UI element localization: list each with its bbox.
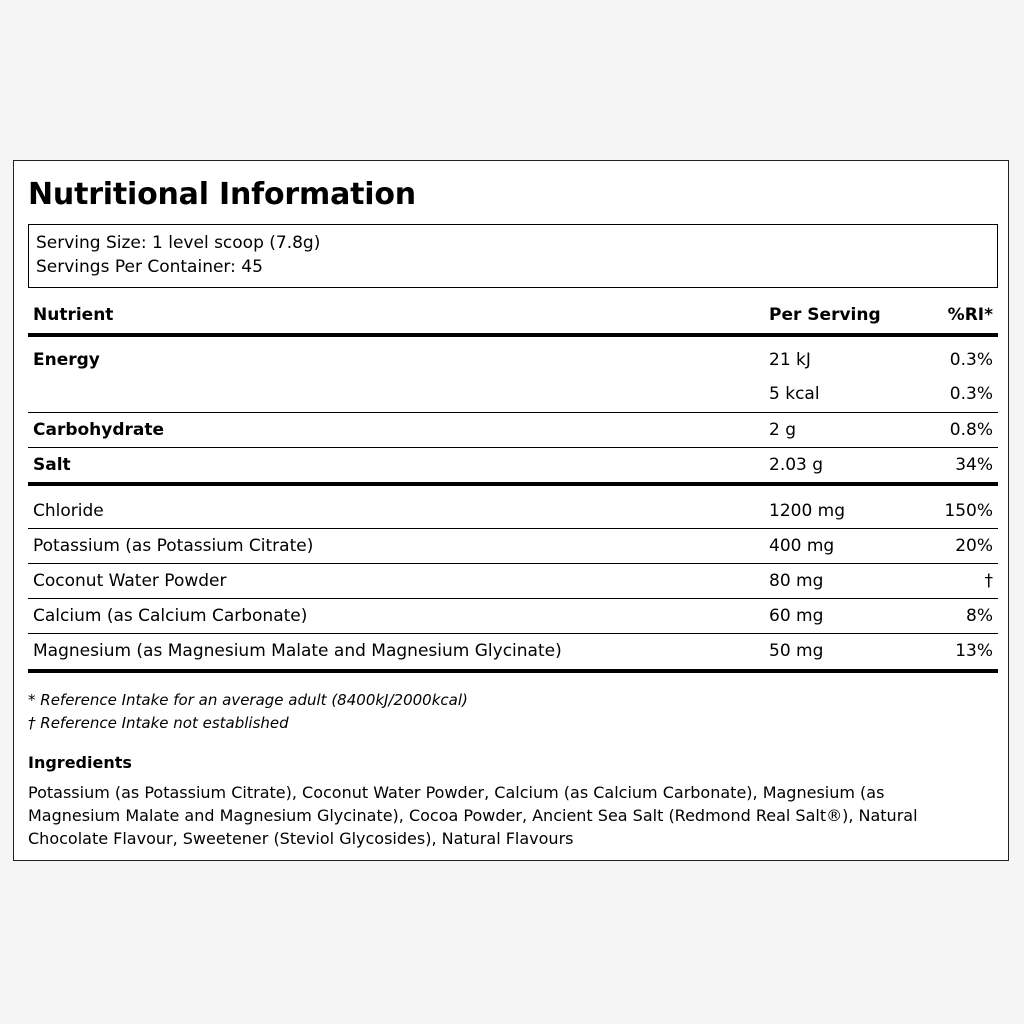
footnotes: [28, 689, 468, 735]
table-row-salt: [28, 448, 998, 486]
footnote-reference-intake: * Reference Intake for an average adult (8400kJ/2000kcal): [28, 691, 468, 709]
table-row-calcium: [28, 599, 998, 634]
nutrient-name: Calcium (as Calcium Carbonate): [33, 606, 308, 626]
page-title: Nutritional Information: [28, 177, 416, 212]
nutrient-name: Salt: [33, 455, 71, 475]
ingredients-text: Potassium (as Potassium Citrate), Coconut Water Powder, Calcium (as Calcium Carbonate), Magnesium (as Magnesium Malate and Magnesium Glycinate), Cocoa Powder, Ancient Sea Salt (Redmond Real Salt®), Natural Chocolate Flavour, Sweetener (Steviol Glycosides), Natural Flavours: [28, 783, 918, 848]
serving-info-box: [28, 224, 998, 288]
header-nutrient: Nutrient: [33, 305, 114, 325]
nutrient-ri: 150%: [944, 501, 993, 521]
nutrient-value: 400 mg: [769, 536, 835, 556]
nutrient-value: 80 mg: [769, 571, 824, 591]
table-row-energy: [28, 337, 998, 413]
servings-per-container: Servings Per Container: 45: [36, 257, 263, 277]
footnote-not-established: † Reference Intake not established: [28, 714, 289, 732]
nutrient-ri: 34%: [955, 455, 993, 475]
nutrient-ri: 8%: [966, 606, 993, 626]
energy-kcal-ri: 0.3%: [949, 384, 993, 404]
table-row-coconut-water: [28, 564, 998, 599]
nutrient-name: Potassium (as Potassium Citrate): [33, 536, 314, 556]
nutrition-panel: [13, 160, 1009, 861]
nutrient-value: 2.03 g: [769, 455, 824, 475]
nutrient-name: Chloride: [33, 501, 104, 521]
serving-size: Serving Size: 1 level scoop (7.8g): [36, 233, 321, 253]
nutrient-name: Coconut Water Powder: [33, 571, 227, 591]
nutrient-value: 50 mg: [769, 641, 824, 661]
nutrient-value: 1200 mg: [769, 501, 846, 521]
table-row-potassium: [28, 529, 998, 564]
nutrient-ri: 0.8%: [949, 420, 993, 440]
table-header-row: [28, 297, 998, 337]
nutrient-ri: †: [984, 571, 993, 591]
nutrient-value: 60 mg: [769, 606, 824, 626]
nutrient-name: Carbohydrate: [33, 420, 165, 440]
nutrient-value: 2 g: [769, 420, 797, 440]
energy-label: Energy: [33, 350, 100, 370]
nutrient-name: Magnesium (as Magnesium Malate and Magnesium Glycinate): [33, 641, 562, 661]
header-per-serving: Per Serving: [769, 305, 881, 325]
table-row-chloride: [28, 486, 998, 529]
table-row-carbohydrate: [28, 413, 998, 448]
nutrient-ri: 20%: [955, 536, 993, 556]
nutrition-table: [28, 297, 998, 673]
table-row-magnesium: [28, 634, 998, 673]
energy-kj-ri: 0.3%: [949, 350, 993, 370]
ingredients-heading: Ingredients: [28, 753, 132, 772]
energy-kcal-value: 5 kcal: [769, 384, 820, 404]
nutrient-ri: 13%: [955, 641, 993, 661]
header-ri: %RI*: [947, 305, 993, 325]
energy-kj-value: 21 kJ: [769, 350, 811, 370]
